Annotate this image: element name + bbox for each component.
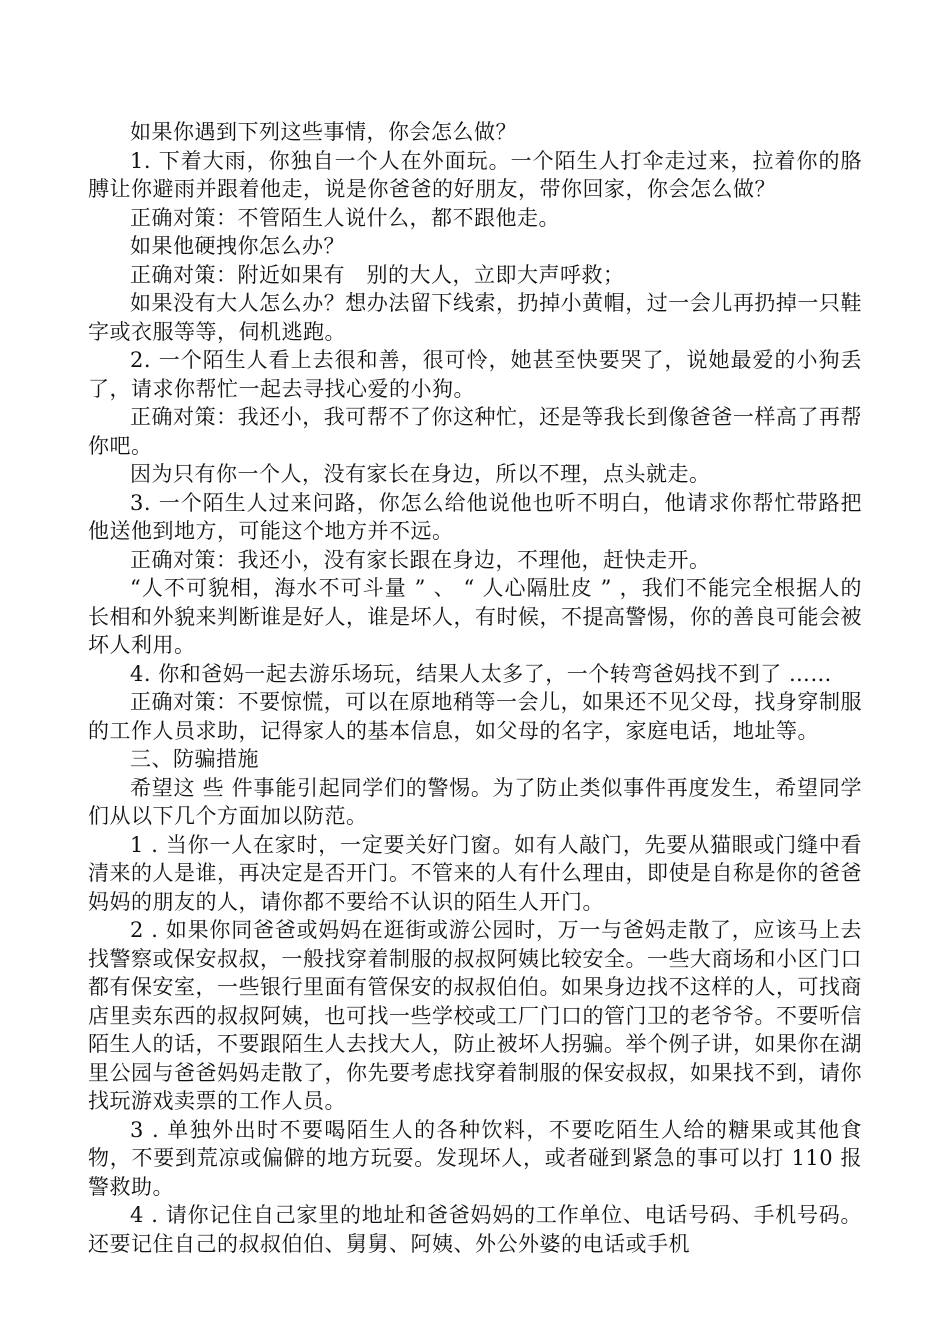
paragraph-answer-1b: 正确对策：附近如果有 别的大人，立即大声呼救； [130,262,625,287]
paragraph-answer-4: 正确对策：不要惊慌，可以在原地稍等一会儿，如果还不见父母，找身穿制服的工作人员求助，记得家人的基本信息，如父母的名字，家庭电话，地址等。 [88,690,862,743]
paragraph-measure-3: 3 . 单独外出时不要喝陌生人的各种饮料，不要吃陌生人给的糖果或其他食物，不要到荒凉或偏僻的地方玩耍。发现坏人，或者碰到紧急的事可以打 110 报警救助。 [88,1117,862,1199]
document-body [88,118,862,1258]
paragraph-intro-question: 如果你遇到下列这些事情，你会怎么做？ [130,120,517,144]
paragraph-answer-2: 正确对策：我还小，我可帮不了你这种忙，还是等我长到像爸爸一样高了再帮你吧。 [88,405,862,458]
paragraph-measure-2: 2 . 如果你同爸爸或妈妈在逛街或游公园时，万一与爸妈走散了，应该马上去找警察或保安叔叔，一般找穿着制服的叔叔阿姨比较安全。一些大商场和小区门口都有保安室，一些银行里面有管保安的叔叔伯伯。如果身边找不这样的人，可找商店里卖东西的叔叔阿姨，也可找一些学校或工厂门口的管门卫的老爷爷。不要听信陌生人的话，不要跟陌生人去找大人，防止被坏人拐骗。举个例子讲，如果你在湖里公园与爸爸妈妈走散了，你先要考虑找穿着制服的保安叔叔，如果找不到，请你找玩游戏卖票的工作人员。 [88,918,862,1113]
paragraph-case-4: 4. 你和爸妈一起去游乐场玩，结果人太多了，一个转弯爸妈找不到了 …… [130,661,832,686]
paragraph-answer-3: 正确对策：我还小，没有家长跟在身边，不理他，赶快走开。 [130,547,711,572]
paragraph-question-1b: 如果他硬拽你怎么办？ [130,234,345,258]
paragraph-proverb: “人不可貌相，海水不可斗量 ” 、 “ 人心隔肚皮 ” ，我们不能完全根据人的长相和外貌来判断谁是好人，谁是坏人，有时候，不提高警惕，你的善良可能会被坏人利用。 [88,576,862,657]
section-heading-measures: 三、防骗措施 [130,747,259,771]
paragraph-case-3: 3. 一个陌生人过来问路，你怎么给他说他也听不明白，他请求你帮忙带路把他送他到地方，可能这个地方并不远。 [88,490,862,543]
paragraph-measure-1: 1 . 当你一人在家时，一定要关好门窗。如有人敲门，先要从猫眼或门缝中看清来的人是谁，再决定是否开门。不管来的人有什么理由，即使是自称是你的爸爸妈妈的朋友的人，请你都不要给不认识的陌生人开门。 [88,832,862,914]
paragraph-case-1: 1. 下着大雨，你独自一个人在外面玩。一个陌生人打伞走过来，拉着你的胳膊让你避雨并跟着他走，说是你爸爸的好朋友，带你回家，你会怎么做？ [88,148,862,201]
paragraph-measure-4: 4 . 请你记住自己家里的地址和爸爸妈妈的工作单位、电话号码、手机号码。还要记住自己的叔叔伯伯、舅舅、阿姨、外公外婆的电话或手机 [88,1203,862,1256]
paragraph-answer-2b: 因为只有你一个人，没有家长在身边，所以不理，点头就走。 [130,462,711,486]
paragraph-answer-1c: 如果没有大人怎么办？想办法留下线索，扔掉小黄帽，过一会儿再扔掉一只鞋字或衣服等等，伺机逃跑。 [88,291,862,344]
paragraph-case-2: 2. 一个陌生人看上去很和善，很可怜，她甚至快要哭了，说她最爱的小狗丢了，请求你帮忙一起去寻找心爱的小狗。 [88,348,862,401]
paragraph-measures-intro: 希望这 些 件事能引起同学们的警惕。为了防止类似事件再度发生，希望同学们从以下几个方面加以防范。 [88,775,862,828]
paragraph-answer-1: 正确对策：不管陌生人说什么，都不跟他走。 [130,205,560,230]
